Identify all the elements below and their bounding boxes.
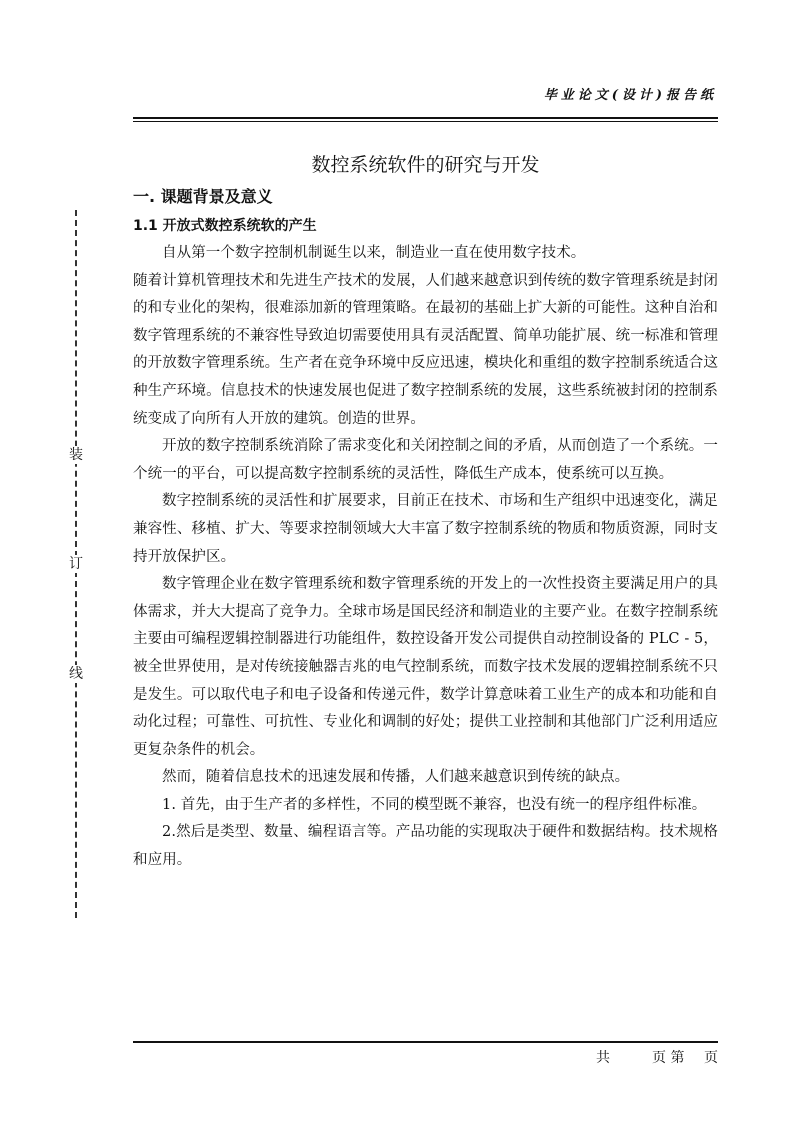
footer-page-label: 页 第 (652, 1050, 685, 1066)
binding-char-zhuang: 装 (69, 447, 83, 463)
body-paragraph: 然而，随着信息技术的迅速发展和传播，人们越来越意识到传统的缺点。 (162, 769, 630, 786)
document-title: 数控系统软件的研究与开发 (311, 154, 540, 176)
body-paragraph: 数字控制系统的灵活性和扩展要求，目前正在技术、市场和生产组织中迅速变化，满足兼容性、移植、扩大、等要求控制领域大大丰富了数字控制系统的物质和物质资源，同时支持开放保护区。 (133, 493, 718, 565)
report-paper-title: 毕业论文(设计)报告纸 (543, 88, 717, 103)
paragraph-list (133, 240, 718, 875)
footer-total-pages-label: 共 (596, 1050, 610, 1066)
binding-margin (70, 210, 82, 918)
document-body (133, 148, 718, 875)
body-paragraph: 开放的数字控制系统消除了需求变化和关闭控制之间的矛盾，从而创造了一个系统。一个统一的平台，可以提高数字控制系统的灵活性，降低生产成本，使系统可以互换。 (133, 438, 718, 482)
body-paragraph: 自从第一个数字控制机制诞生以来，制造业一直在使用数字技术。 (162, 245, 586, 261)
body-paragraph: 随着计算机管理技术和先进生产技术的发展，人们越来越意识到传统的数字管理系统是封闭的和专业化的架构，很难添加新的管理策略。在最初的基础上扩大新的可能性。这种自治和数字管理系统的不兼容性导致迫切需要使用具有灵活配置、简单功能扩展、统一标准和管理的开放数字管理系统。生产者在竞争环境中反应迅速，模块化和重组的数字控制系统适合这种生产环境。信息技术的快速发展也促进了数字控制系统的发展，这些系统被封闭的控制系统变成了向所有人开放的建筑。创造的世界。 (133, 272, 718, 427)
section-heading: 一. 课题背景及意义 (133, 187, 273, 206)
footer-page-suffix: 页 (704, 1050, 718, 1066)
body-paragraph: 2.然后是类型、数量、编程语言等。产品功能的实现取决于硬件和数据结构。技术规格和应用。 (133, 824, 718, 869)
body-paragraph: 数字管理企业在数字管理系统和数字管理系统的开发上的一次性投资主要满足用户的具体需求，并大大提高了竞争力。全球市场是国民经济和制造业的主要产业。在数字控制系统主要由可编程逻辑控制器进行功能组件，数控设备开发公司提供自动控制设备的 PLC - 5，被全世界使用，是对传统接触器吉兆的电气控制系统，而数字技术发展的逻辑控制系统不只是发生。可以取代电子和电子设备和传递元件，数学计算意味着工业生产的成本和功能和自动化过程；可靠性、可抗性、专业化和调制的好处；提供工业控制和其他部门广泛利用适应更复杂条件的机会。 (133, 576, 718, 758)
binding-char-ding: 订 (69, 556, 83, 572)
header-rule (133, 117, 718, 122)
body-paragraph: 1. 首先，由于生产者的多样性，不同的模型既不兼容，也没有统一的程序组件标准。 (162, 796, 707, 813)
binding-char-xian: 线 (69, 666, 83, 682)
subsection-heading: 1.1 开放式数控系统软的产生 (133, 218, 317, 234)
footer-rule (133, 1041, 718, 1043)
